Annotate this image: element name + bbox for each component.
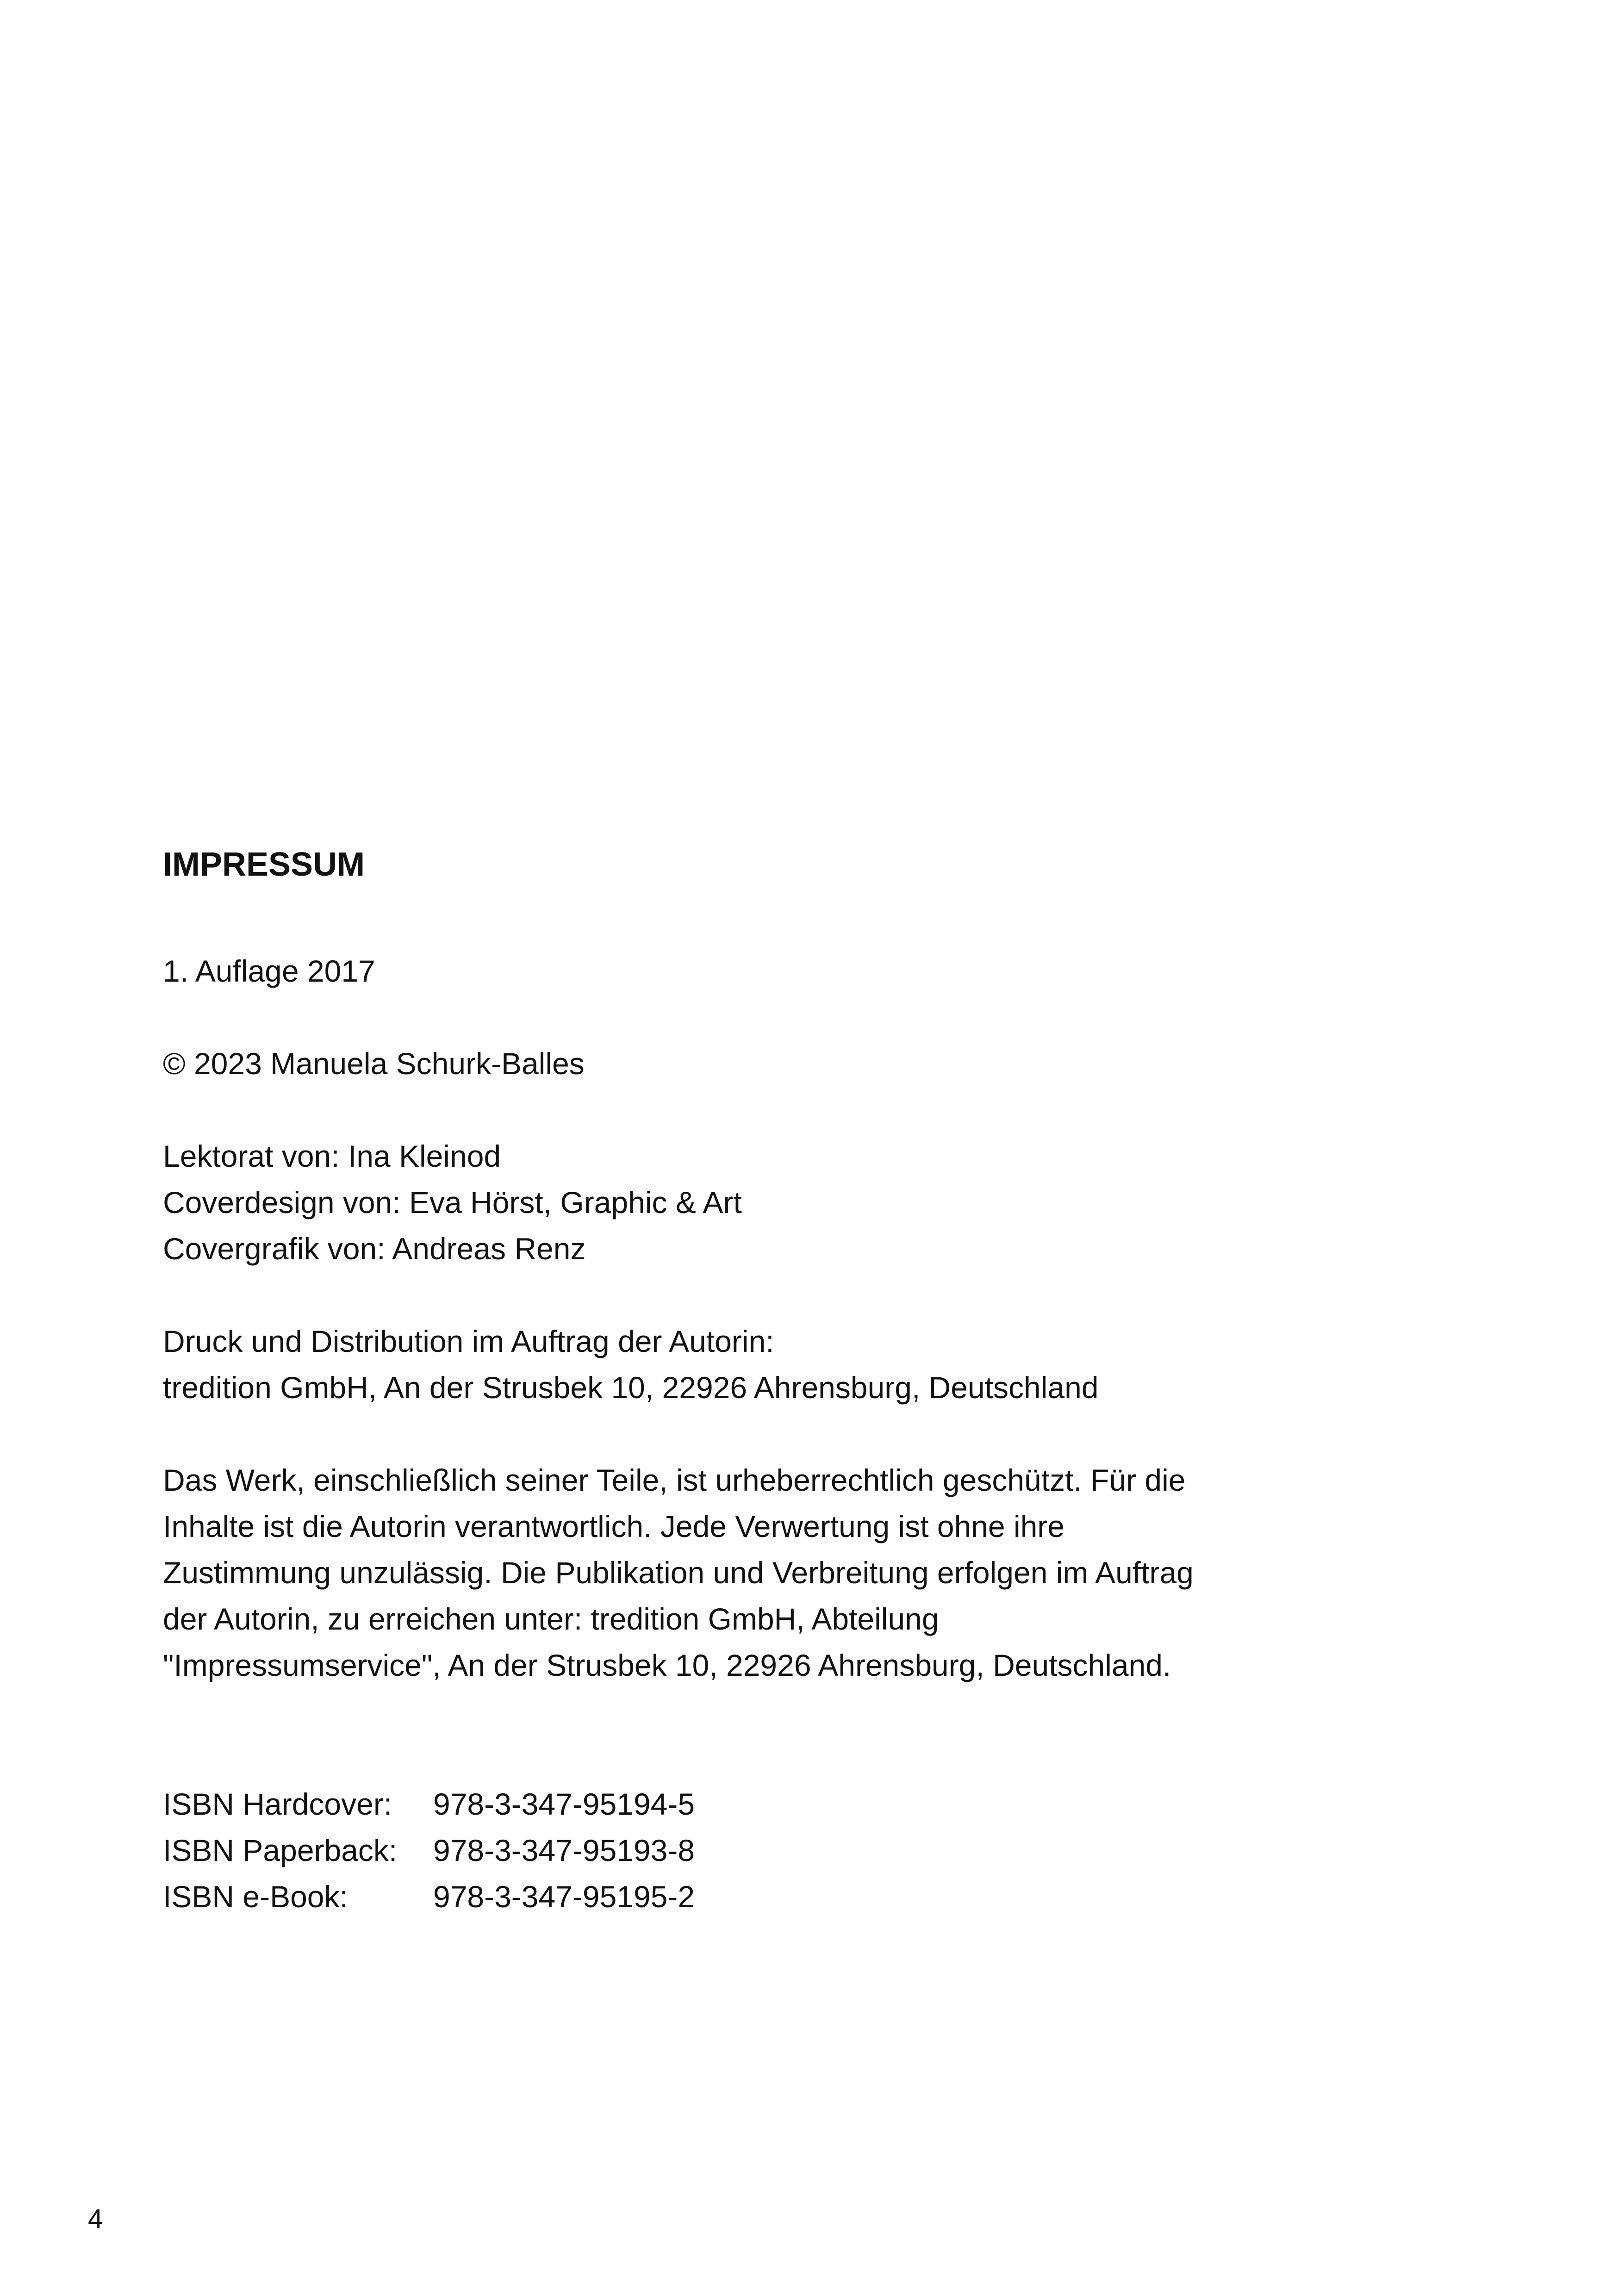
isbn-label: ISBN Paperback: <box>163 1833 398 1867</box>
isbn-block <box>163 1781 1459 1920</box>
isbn-row-ebook <box>163 1873 1459 1920</box>
legal-line: der Autorin, zu erreichen unter: tredition GmbH, Abteilung <box>163 1602 939 1636</box>
legal-line: Zustimmung unzulässig. Die Publikation und Verbreitung erfolgen im Auftrag <box>163 1556 1194 1590</box>
edition-block <box>163 948 1459 994</box>
copyright-line: © 2023 Manuela Schurk-Balles <box>163 1046 585 1081</box>
credits-block <box>163 1133 1459 1272</box>
legal-line: Das Werk, einschließlich seiner Teile, ist urheberrechtlich geschützt. Für die <box>163 1463 1186 1497</box>
legal-line: "Impressumservice", An der Strusbek 10, 22926 Ahrensburg, Deutschland. <box>163 1648 1171 1682</box>
edition-line: 1. Auflage 2017 <box>163 954 375 988</box>
printing-block <box>163 1318 1459 1411</box>
credit-line-cover-design: Coverdesign von: Eva Hörst, Graphic & Art <box>163 1185 742 1220</box>
printing-line: tredition GmbH, An der Strusbek 10, 22926 Ahrensburg, Deutschland <box>163 1370 1099 1405</box>
isbn-row-hardcover <box>163 1781 1459 1827</box>
legal-line: Inhalte ist die Autorin verantwortlich. Jede Verwertung ist ohne ihre <box>163 1509 1065 1543</box>
isbn-value: 978-3-347-95195-2 <box>433 1879 695 1914</box>
imprint-heading: IMPRESSUM <box>163 846 365 883</box>
isbn-label: ISBN Hardcover: <box>163 1787 392 1821</box>
credit-line-cover-graphic: Covergrafik von: Andreas Renz <box>163 1232 586 1266</box>
copyright-block <box>163 1040 1459 1087</box>
isbn-label: ISBN e-Book: <box>163 1879 348 1914</box>
isbn-value: 978-3-347-95194-5 <box>433 1787 695 1821</box>
credit-line-editor: Lektorat von: Ina Kleinod <box>163 1139 501 1173</box>
imprint-content <box>163 841 1459 1920</box>
page-number: 4 <box>88 2204 103 2234</box>
isbn-row-paperback <box>163 1827 1459 1873</box>
legal-notice-block <box>163 1457 1459 1688</box>
isbn-value: 978-3-347-95193-8 <box>433 1833 695 1867</box>
printing-line: Druck und Distribution im Auftrag der Autorin: <box>163 1324 774 1358</box>
